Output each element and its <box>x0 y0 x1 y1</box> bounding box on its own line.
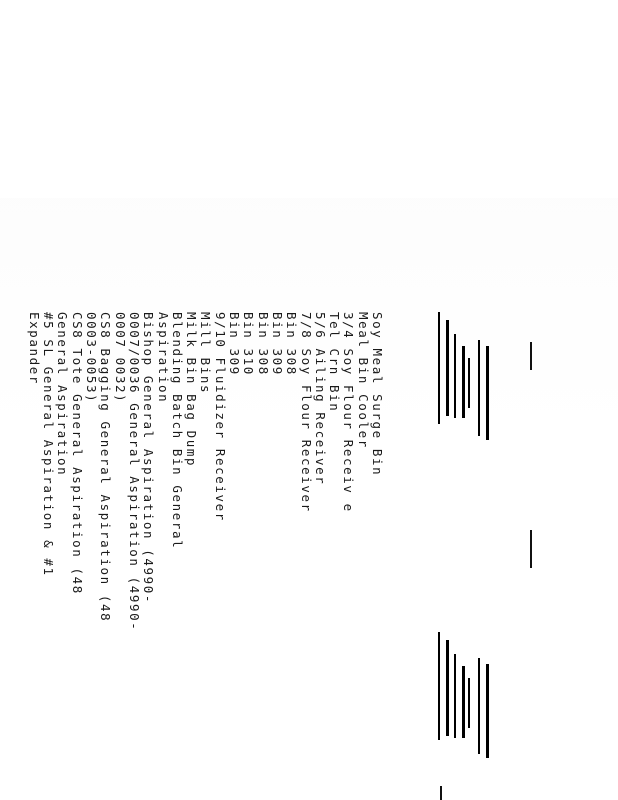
list-item: CS8 Tote General Aspiration (48 <box>69 312 85 595</box>
barcode-mark-bottom <box>434 632 494 762</box>
list-item: Meal Bin Cooler <box>355 312 371 449</box>
list-item: Bin 308 <box>255 312 271 376</box>
list-item: Bin 310 <box>241 312 257 376</box>
scan-tick <box>530 342 532 370</box>
list-item: 9/10 Fluidizer Receiver <box>212 312 228 522</box>
list-item: Milk Bin Bag Dump <box>184 312 200 468</box>
barcode-mark-top <box>434 312 494 442</box>
list-item: Bin 309 <box>269 312 285 376</box>
list-item: #5 SL General Aspiration & #1 <box>41 312 57 577</box>
list-item: General Aspiration <box>55 312 71 477</box>
list-item: Bishop General Aspiration (4990- <box>141 312 157 605</box>
list-item: Soy Meal Surge Bin <box>370 312 385 477</box>
list-item: Bin 309 <box>227 312 243 376</box>
list-item: Expander <box>26 312 42 386</box>
list-item: Mill Bins <box>198 312 214 395</box>
list-item: 3/4 Soy Flour Receiv e <box>341 312 357 513</box>
list-item: 0007 0032) <box>112 312 128 404</box>
list-item: 0007/0036 General Aspiration (4990- <box>126 312 142 632</box>
list-item: 0003-0053) <box>84 312 100 404</box>
scan-tick <box>440 786 442 800</box>
list-item: Tel Crn Bin <box>327 312 343 413</box>
list-item: Blending Batch Bin General <box>169 312 185 550</box>
list-item: Aspiration <box>155 312 171 404</box>
list-item: Bin 308 <box>284 312 300 376</box>
rotated-item-list <box>27 312 384 800</box>
list-item: CS8 Bagging General Aspiration (48 <box>98 312 114 623</box>
list-item: 5/6 Ailing Receiver <box>312 312 328 486</box>
list-item: 7/8 Soy Flour Receiver <box>298 312 314 513</box>
scan-tick <box>530 530 532 568</box>
